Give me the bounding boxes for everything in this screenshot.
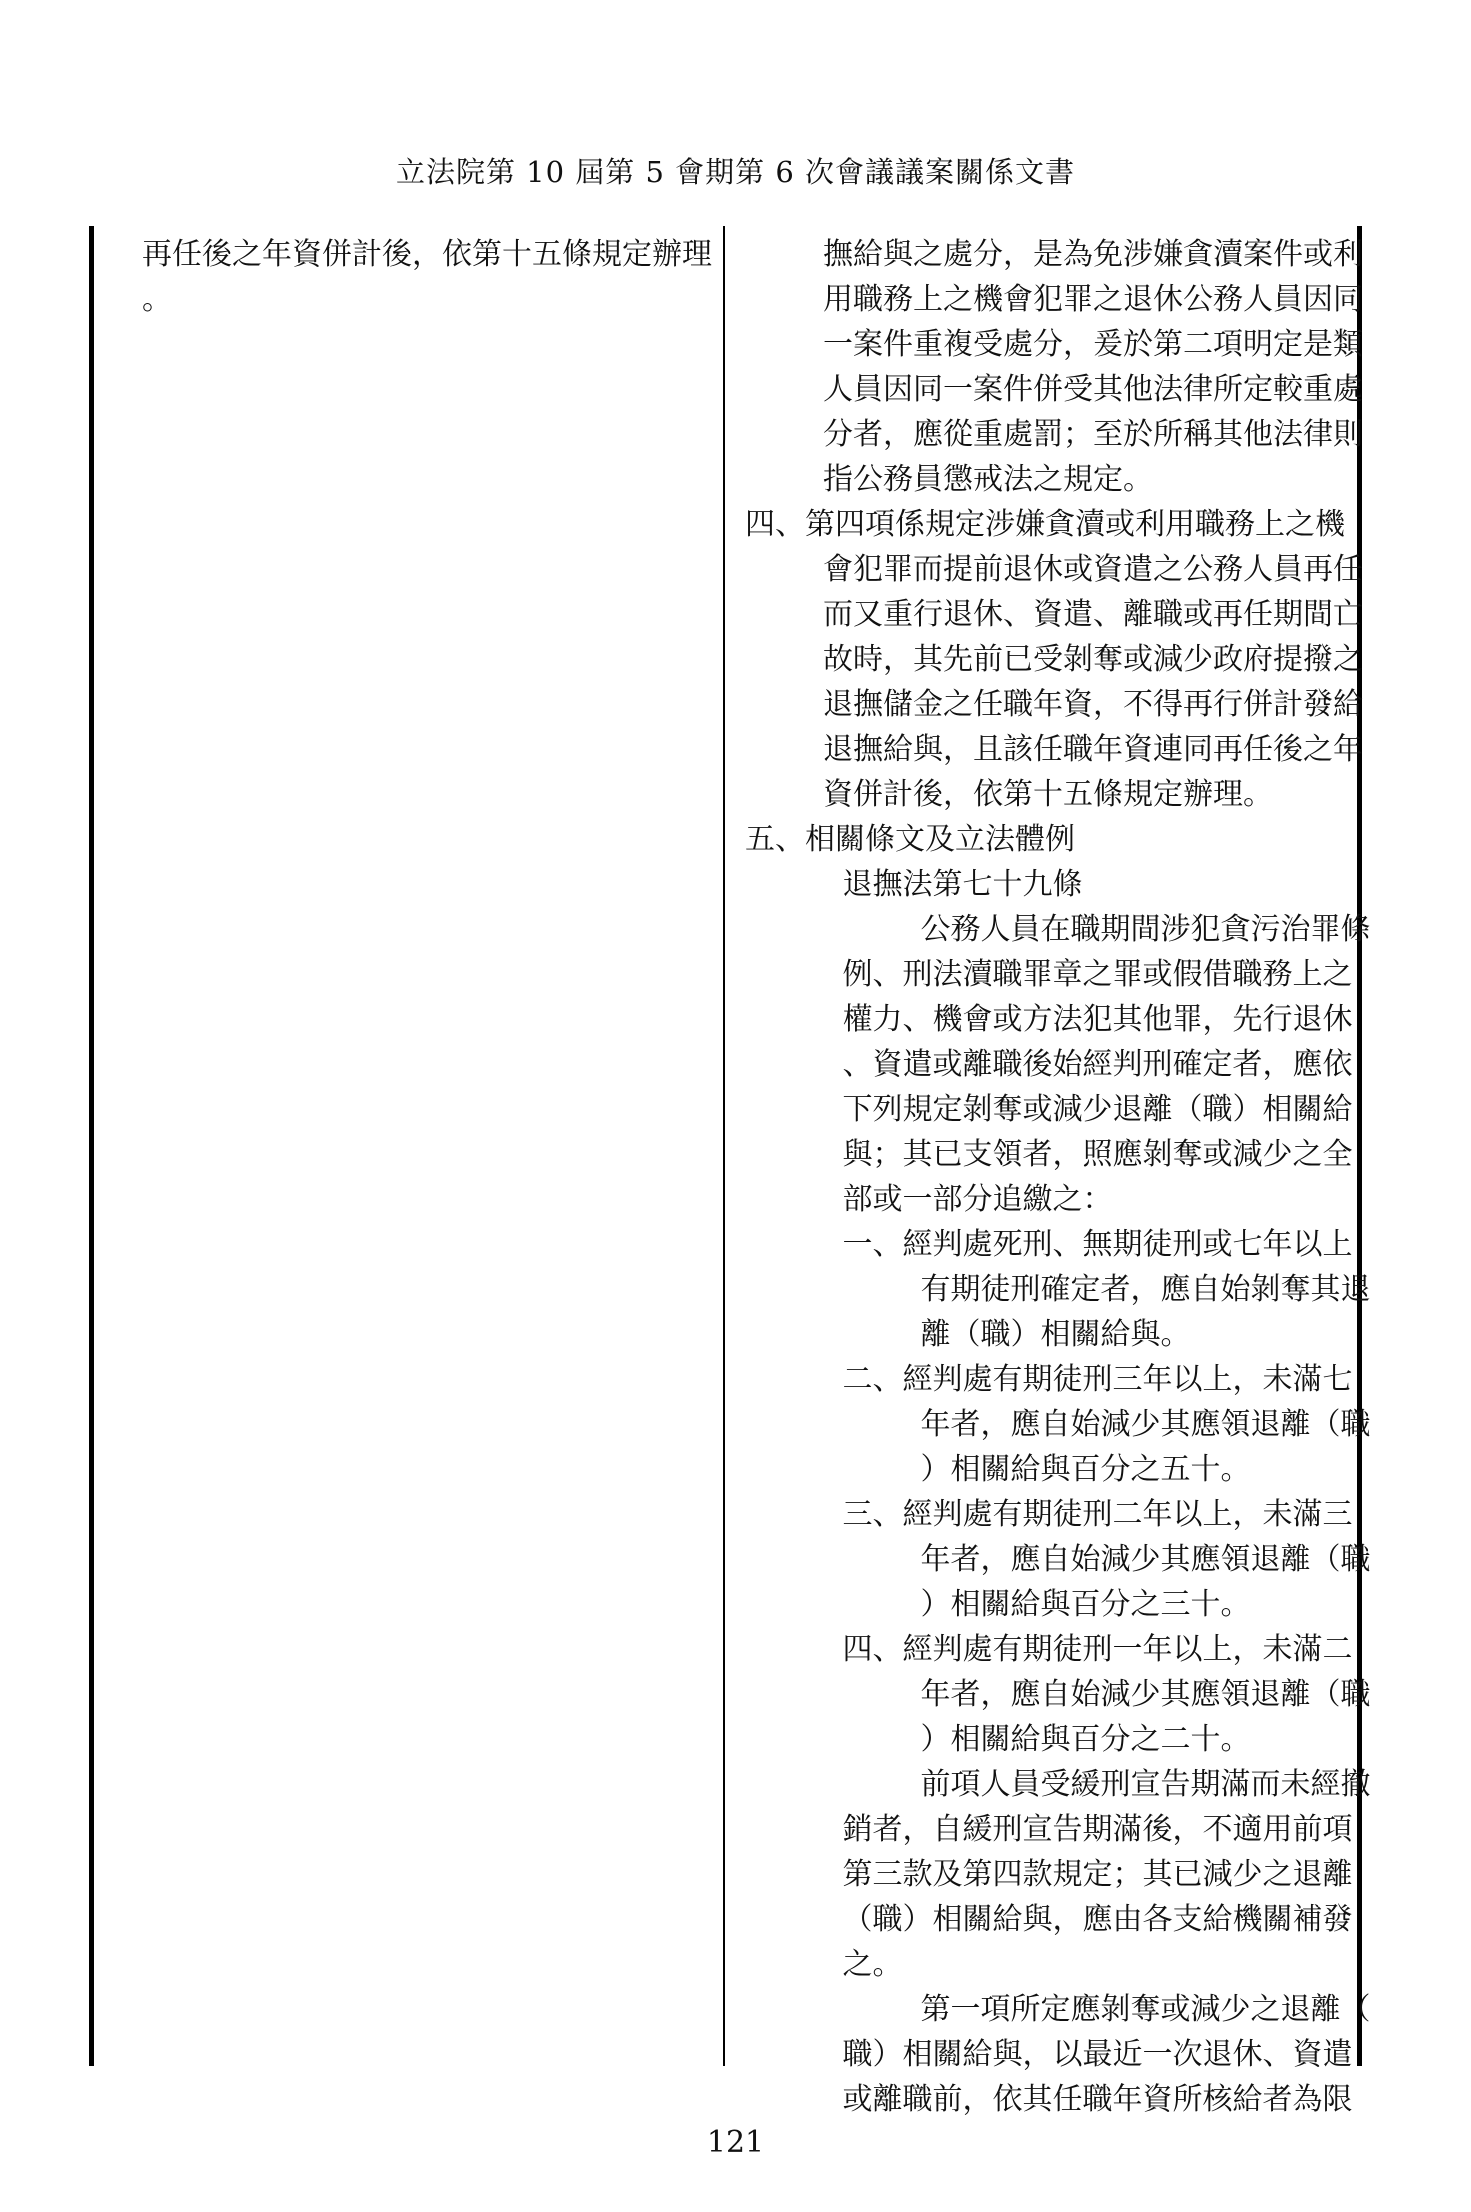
left-column-line: 。 — [142, 282, 172, 317]
right-column-line: 一、經判處死刑、無期徒刑或七年以上 — [842, 1227, 1353, 1262]
right-column-line: 退撫給與，且該任職年資連同再任後之年 — [823, 732, 1363, 767]
left-column-line: 再任後之年資併計後，依第十五條規定辦理 — [142, 237, 712, 272]
right-column-line: 或離職前，依其任職年資所核給者為限 — [842, 2082, 1353, 2117]
right-column-line: 之。 — [842, 1947, 903, 1982]
right-column-line: 會犯罪而提前退休或資遣之公務人員再任 — [823, 552, 1363, 587]
right-column-line: 退撫儲金之任職年資，不得再行併計發給 — [823, 687, 1363, 722]
right-column-line: 離（職）相關給與。 — [920, 1317, 1191, 1352]
page-number: 121 — [706, 2125, 765, 2160]
right-column-line: 下列規定剝奪或減少退離（職）相關給 — [842, 1092, 1353, 1127]
right-column-line: 資併計後，依第十五條規定辦理。 — [823, 777, 1273, 812]
right-column-line: 年者，應自始減少其應領退離（職 — [920, 1677, 1371, 1712]
right-column-line: 撫給與之處分，是為免涉嫌貪瀆案件或利 — [823, 237, 1363, 272]
right-column-line: 與；其已支領者，照應剝奪或減少之全 — [842, 1137, 1353, 1172]
right-column-line: 年者，應自始減少其應領退離（職 — [920, 1407, 1371, 1442]
right-column-line: 例、刑法瀆職罪章之罪或假借職務上之 — [842, 957, 1353, 992]
right-column-line: 人員因同一案件併受其他法律所定較重處 — [823, 372, 1363, 407]
column-divider-rule — [723, 226, 725, 2066]
right-column-line: （職）相關給與，應由各支給機關補發 — [842, 1902, 1353, 1937]
right-column-line: 四、第四項係規定涉嫌貪瀆或利用職務上之機 — [745, 507, 1345, 542]
right-column-line: 五、相關條文及立法體例 — [745, 822, 1075, 857]
right-column-line: 用職務上之機會犯罪之退休公務人員因同 — [823, 282, 1363, 317]
right-column-line: 指公務員懲戒法之規定。 — [823, 462, 1153, 497]
right-column-line: 前項人員受緩刑宣告期滿而未經撤 — [920, 1767, 1371, 1802]
right-column-line: ）相關給與百分之二十。 — [920, 1722, 1251, 1757]
right-column-line: 部或一部分追繳之： — [842, 1182, 1113, 1217]
right-column-line: 銷者，自緩刑宣告期滿後，不適用前項 — [842, 1812, 1353, 1847]
left-column — [142, 232, 712, 322]
right-column-line: 而又重行退休、資遣、離職或再任期間亡 — [823, 597, 1363, 632]
right-column-line: 故時，其先前已受剝奪或減少政府提撥之 — [823, 642, 1363, 677]
right-column — [745, 232, 1371, 2122]
right-column-line: 職）相關給與，以最近一次退休、資遣 — [842, 2037, 1353, 2072]
right-column-line: ）相關給與百分之三十。 — [920, 1587, 1251, 1622]
right-column-line: 公務人員在職期間涉犯貪污治罪條 — [920, 912, 1371, 947]
right-column-line: 三、經判處有期徒刑二年以上，未滿三 — [842, 1497, 1353, 1532]
right-column-line: 一案件重複受處分，爰於第二項明定是類 — [823, 327, 1363, 362]
left-border-rule — [89, 226, 94, 2066]
right-column-line: 退撫法第七十九條 — [842, 867, 1083, 902]
right-column-line: 第三款及第四款規定；其已減少之退離 — [842, 1857, 1353, 1892]
right-column-line: 權力、機會或方法犯其他罪，先行退休 — [842, 1002, 1353, 1037]
right-column-line: 、資遣或離職後始經判刑確定者，應依 — [842, 1047, 1353, 1082]
right-column-line: 二、經判處有期徒刑三年以上，未滿七 — [842, 1362, 1353, 1397]
right-column-line: 第一項所定應剝奪或減少之退離（ — [920, 1992, 1371, 2027]
right-column-line: 年者，應自始減少其應領退離（職 — [920, 1542, 1371, 1577]
document-header: 立法院第 10 屆第 5 會期第 6 次會議議案關係文書 — [395, 155, 1076, 189]
right-column-line: 分者，應從重處罰；至於所稱其他法律則 — [823, 417, 1363, 452]
right-column-line: 四、經判處有期徒刑一年以上，未滿二 — [842, 1632, 1353, 1667]
right-column-line: ）相關給與百分之五十。 — [920, 1452, 1251, 1487]
right-column-line: 有期徒刑確定者，應自始剝奪其退 — [920, 1272, 1371, 1307]
